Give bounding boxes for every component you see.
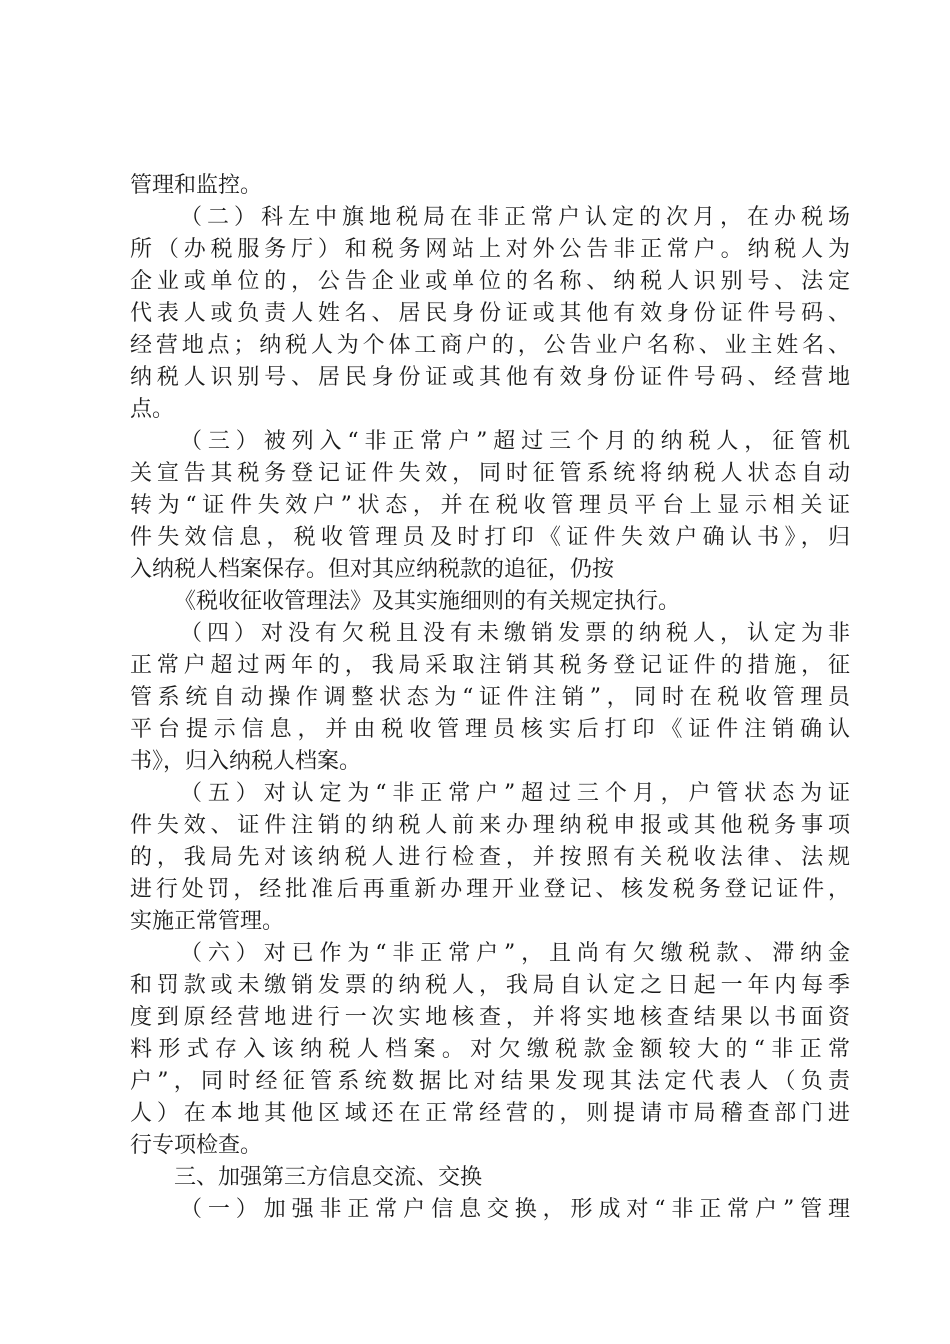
text-line: 所（办税服务厅）和税务网站上对外公告非正常户。纳税人为	[130, 237, 850, 262]
text-line: 代表人或负责人姓名、居民身份证或其他有效身份证件号码、	[130, 301, 850, 326]
text-line: 管理和监控。	[130, 173, 263, 198]
text-line: 纳税人识别号、居民身份证或其他有效身份证件号码、经营地	[130, 365, 850, 390]
text-line: （四）对没有欠税且没有未缴销发票的纳税人，认定为非	[180, 621, 850, 646]
text-line: 的，我局先对该纳税人进行检查，并按照有关税收法律、法规	[130, 845, 850, 870]
document-body	[130, 170, 850, 1226]
text-line: 管系统自动操作调整状态为“证件注销”，同时在税收管理员	[130, 685, 850, 710]
text-line: （一）加强非正常户信息交换，形成对“非正常户”管理	[180, 1197, 850, 1222]
text-line: 三、加强第三方信息交流、交换	[174, 1165, 483, 1190]
text-line: 和罚款或未缴销发票的纳税人，我局自认定之日起一年内每季	[130, 973, 850, 998]
text-line: 行专项检查。	[130, 1133, 263, 1158]
text-line: 人）在本地其他区域还在正常经营的，则提请市局稽查部门进	[130, 1101, 850, 1126]
text-line: 件失效信息，税收管理员及时打印《证件失效户确认书》，归	[130, 525, 850, 550]
text-line: 关宣告其税务登记证件失效，同时征管系统将纳税人状态自动	[130, 461, 850, 486]
text-line: 《税收征收管理法》及其实施细则的有关规定执行。	[174, 589, 681, 614]
text-line: 经营地点；纳税人为个体工商户的，公告业户名称、业主姓名、	[130, 333, 850, 358]
text-line: 料形式存入该纳税人档案。对欠缴税款金额较大的“非正常	[130, 1037, 850, 1062]
text-line: 户”，同时经征管系统数据比对结果发现其法定代表人（负责	[130, 1069, 850, 1094]
text-line: （五）对认定为“非正常户”超过三个月，户管状态为证	[180, 781, 850, 806]
text-line: 点。	[130, 397, 175, 422]
text-line: （二）科左中旗地税局在非正常户认定的次月，在办税场	[180, 205, 850, 230]
text-line: 件失效、证件注销的纳税人前来办理纳税申报或其他税务事项	[130, 813, 850, 838]
text-line: 平台提示信息，并由税收管理员核实后打印《证件注销确认	[130, 717, 850, 742]
text-line: （三）被列入“非正常户”超过三个月的纳税人，征管机	[180, 429, 850, 454]
text-line: 入纳税人档案保存。但对其应纳税款的追征，仍按	[130, 557, 615, 582]
text-line: 转为“证件失效户”状态，并在税收管理员平台上显示相关证	[130, 493, 850, 518]
text-line: （六）对已作为“非正常户”，且尚有欠缴税款、滞纳金	[180, 941, 850, 966]
text-line: 实施正常管理。	[130, 909, 285, 934]
text-line: 企业或单位的，公告企业或单位的名称、纳税人识别号、法定	[130, 269, 850, 294]
text-line: 度到原经营地进行一次实地核查，并将实地核查结果以书面资	[130, 1005, 850, 1030]
text-line: 进行处罚，经批准后再重新办理开业登记、核发税务登记证件，	[130, 877, 850, 902]
text-line: 书》，归入纳税人档案。	[130, 749, 362, 774]
text-line: 正常户超过两年的，我局采取注销其税务登记证件的措施，征	[130, 653, 850, 678]
